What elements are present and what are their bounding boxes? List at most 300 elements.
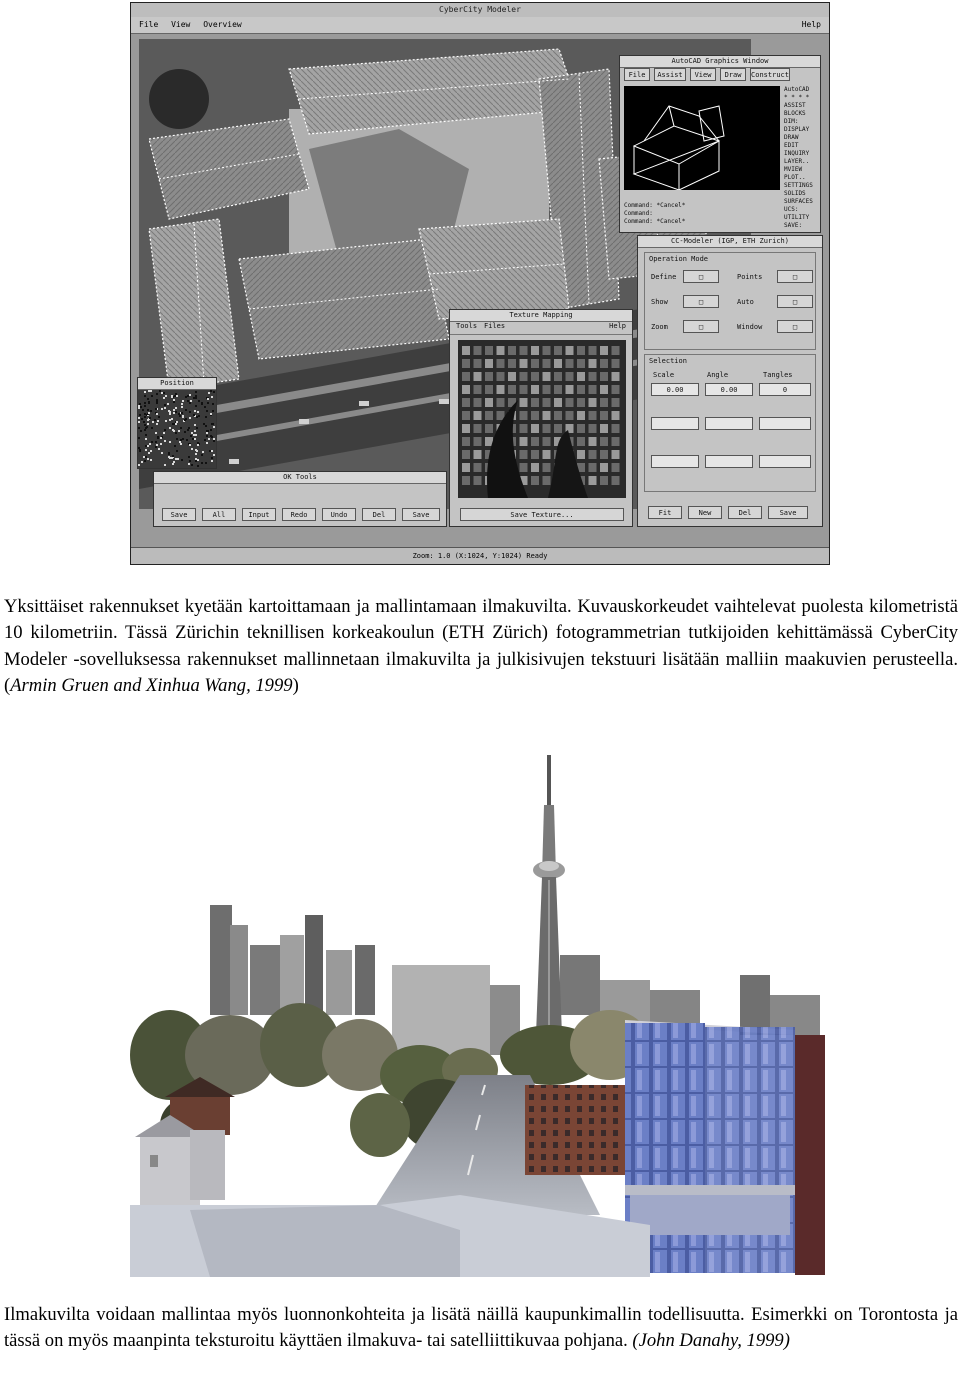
command-line: Command: *Cancel* xyxy=(624,218,686,225)
cybercity-modeler-screenshot xyxy=(130,2,830,565)
thumbnail-speck xyxy=(169,419,171,421)
thumbnail-speck xyxy=(176,421,178,423)
tool-button[interactable]: All xyxy=(202,508,236,521)
thumbnail-speck xyxy=(209,450,211,452)
thumbnail-speck xyxy=(145,445,147,447)
thumbnail-speck xyxy=(204,439,206,441)
tangles-field[interactable]: 0 xyxy=(759,383,811,396)
caption-toronto xyxy=(4,1302,958,1355)
thumbnail-speck xyxy=(148,390,150,392)
facade-window xyxy=(474,346,482,355)
thumbnail-speck xyxy=(169,413,171,415)
auto-dropdown[interactable]: □ xyxy=(777,295,813,308)
thumbnail-speck xyxy=(168,452,170,454)
thumbnail-speck xyxy=(163,392,165,394)
thumbnail-speck xyxy=(206,435,208,437)
facade-window xyxy=(474,411,482,420)
texture-title: Texture Mapping xyxy=(450,310,632,322)
thumbnail-speck xyxy=(195,397,197,399)
facade-window xyxy=(612,450,620,459)
show-dropdown[interactable]: □ xyxy=(683,295,719,308)
thumbnail-speck xyxy=(142,409,144,411)
thumbnail-speck xyxy=(157,420,159,422)
thumbnail-speck xyxy=(191,448,193,450)
thumbnail-speck xyxy=(144,395,146,397)
thumbnail-speck xyxy=(156,401,158,403)
facade-window xyxy=(589,450,597,459)
facade-window xyxy=(589,437,597,446)
input-field[interactable] xyxy=(651,455,699,468)
del-button[interactable]: Del xyxy=(728,506,762,519)
autocad-menu-construct[interactable]: Construct xyxy=(750,68,790,81)
facade-window xyxy=(577,450,585,459)
caption-text: Ilmakuvilta voidaan mallintaa myös luonnonkohteita ja lisätä näillä kaupunkimallin todellisuutta. Esimerkki on Torontosta ja tässä on myös maanpinta teksturoitu käyttäen ilmakuva- tai satelliittikuvaa pohjana. xyxy=(4,1304,958,1352)
facade-window xyxy=(497,359,505,368)
input-field[interactable] xyxy=(705,417,753,430)
zoom-dropdown[interactable]: □ xyxy=(683,320,719,333)
thumbnail-speck xyxy=(213,426,215,428)
facade-window xyxy=(474,359,482,368)
facade-window xyxy=(589,476,597,485)
thumbnail-speck xyxy=(164,404,166,406)
thumbnail-speck xyxy=(150,390,152,392)
thumbnail-speck xyxy=(155,432,157,434)
facade-window xyxy=(485,359,493,368)
facade-window xyxy=(462,359,470,368)
thumbnail-speck xyxy=(138,405,140,407)
side-cmd[interactable]: ASSIST xyxy=(784,102,806,109)
facade-window xyxy=(543,437,551,446)
thumbnail-speck xyxy=(180,443,182,445)
facade-window xyxy=(577,437,585,446)
autocad-menu-assist[interactable]: Assist xyxy=(654,68,686,81)
facade-window xyxy=(554,359,562,368)
thumbnail-speck xyxy=(147,409,149,411)
facade-window xyxy=(566,385,574,394)
facade-window xyxy=(612,476,620,485)
facade-window xyxy=(612,437,620,446)
side-cmd[interactable]: SETTINGS xyxy=(784,182,813,189)
thumbnail-speck xyxy=(155,446,157,448)
facade-window xyxy=(612,346,620,355)
thumbnail-speck xyxy=(193,434,195,436)
thumbnail-speck xyxy=(156,444,158,446)
side-cmd[interactable]: INQUIRY xyxy=(784,150,810,157)
thumbnail-speck xyxy=(213,391,215,393)
facade-window xyxy=(554,398,562,407)
ok-tools-window xyxy=(153,471,447,527)
thumbnail-speck xyxy=(173,423,175,425)
facade-window xyxy=(520,411,528,420)
thumbnail-speck xyxy=(174,395,176,397)
thumbnail-speck xyxy=(213,440,215,442)
thumbnail-speck xyxy=(194,424,196,426)
thumbnail-speck xyxy=(198,400,200,402)
thumbnail-speck xyxy=(156,423,158,425)
side-cmd[interactable]: UTILITY xyxy=(784,214,810,221)
thumbnail-speck xyxy=(207,430,209,432)
facade-window xyxy=(520,398,528,407)
define-dropdown[interactable]: □ xyxy=(683,270,719,283)
facade-window xyxy=(566,411,574,420)
thumbnail-speck xyxy=(163,432,165,434)
autocad-command-line xyxy=(624,202,685,226)
thumbnail-speck xyxy=(171,418,173,420)
thumbnail-speck xyxy=(145,456,147,458)
thumbnail-speck xyxy=(150,450,152,452)
side-cmd[interactable]: MVIEW xyxy=(784,166,803,173)
facade-window xyxy=(474,385,482,394)
thumbnail-speck xyxy=(187,395,189,397)
facade-window xyxy=(612,424,620,433)
autocad-menu-draw[interactable]: Draw xyxy=(720,68,746,81)
glass-building xyxy=(625,1020,825,1275)
window-dropdown[interactable]: □ xyxy=(777,320,813,333)
mode-label: Define xyxy=(651,273,677,281)
texture-menu-files[interactable]: Files xyxy=(484,322,506,330)
facade-window xyxy=(531,385,539,394)
side-cmd[interactable]: SOLIDS xyxy=(784,190,806,197)
facade-window xyxy=(543,424,551,433)
tool-button[interactable]: Undo xyxy=(322,508,356,521)
thumbnail-speck xyxy=(201,462,203,464)
thumbnail-speck xyxy=(206,410,208,412)
mode-label: Window xyxy=(737,323,763,331)
thumbnail-speck xyxy=(165,395,167,397)
thumbnail-speck xyxy=(168,410,170,412)
thumbnail-speck xyxy=(193,397,195,399)
thumbnail-speck xyxy=(191,464,193,466)
facade-window xyxy=(520,463,528,472)
input-field[interactable] xyxy=(651,417,699,430)
thumbnail-speck xyxy=(148,412,150,414)
autocad-menu-file[interactable]: File xyxy=(624,68,650,81)
thumbnail-speck xyxy=(157,437,159,439)
operation-mode-panel xyxy=(644,252,816,350)
thumbnail-speck xyxy=(211,423,213,425)
thumbnail-speck xyxy=(164,440,166,442)
side-cmd[interactable]: BLOCKS xyxy=(784,110,806,117)
facade-window xyxy=(543,372,551,381)
thumbnail-speck xyxy=(208,392,210,394)
menu-file[interactable]: File xyxy=(139,20,159,29)
thumbnail-speck xyxy=(161,392,163,394)
facade-window xyxy=(612,372,620,381)
thumbnail-speck xyxy=(198,415,200,417)
command-line: Command: *Cancel* xyxy=(624,202,686,209)
side-cmd[interactable]: AutoCAD xyxy=(784,86,810,93)
thumbnail-speck xyxy=(149,443,151,445)
facade-window xyxy=(531,346,539,355)
facade-window xyxy=(600,372,608,381)
cc-modeler-title: CC-Modeler (IGP, ETH Zurich) xyxy=(638,236,822,248)
side-cmd[interactable]: * * * * xyxy=(784,94,810,101)
tool-button[interactable]: Del xyxy=(362,508,396,521)
facade-window xyxy=(531,359,539,368)
facade-window xyxy=(612,411,620,420)
facade-window xyxy=(589,411,597,420)
thumbnail-speck xyxy=(139,450,141,452)
menu-view[interactable]: View xyxy=(171,20,191,29)
facade-window xyxy=(520,372,528,381)
side-cmd[interactable]: SURFACES xyxy=(784,198,813,205)
thumbnail-speck xyxy=(211,450,213,452)
thumbnail-speck xyxy=(155,408,157,410)
facade-window xyxy=(462,424,470,433)
thumbnail-speck xyxy=(151,395,153,397)
thumbnail-speck xyxy=(179,415,181,417)
mode-label: Zoom xyxy=(651,323,668,331)
thumbnail-speck xyxy=(172,455,174,457)
facade-window xyxy=(531,476,539,485)
facade-window xyxy=(543,450,551,459)
left-houses xyxy=(135,1077,235,1205)
facade-window xyxy=(474,476,482,485)
facade-window xyxy=(497,398,505,407)
facade-window xyxy=(589,424,597,433)
thumbnail-speck xyxy=(175,458,177,460)
thumbnail-speck xyxy=(181,406,183,408)
thumbnail-speck xyxy=(184,431,186,433)
tool-button[interactable]: Save xyxy=(162,508,196,521)
facade-window xyxy=(462,437,470,446)
facade-window xyxy=(612,385,620,394)
thumbnail-speck xyxy=(176,438,178,440)
facade-window xyxy=(462,411,470,420)
thumbnail-speck xyxy=(205,462,207,464)
thumbnail-speck xyxy=(181,459,183,461)
thumbnail-speck xyxy=(213,438,215,440)
thumbnail-speck xyxy=(169,427,171,429)
thumbnail-speck xyxy=(160,443,162,445)
facade-window xyxy=(543,476,551,485)
thumbnail-speck xyxy=(173,461,175,463)
thumbnail-speck xyxy=(201,454,203,456)
points-dropdown[interactable]: □ xyxy=(777,270,813,283)
thumbnail-speck xyxy=(195,460,197,462)
thumbnail-speck xyxy=(178,413,180,415)
facade-window xyxy=(600,424,608,433)
thumbnail-speck xyxy=(212,403,214,405)
thumbnail-speck xyxy=(185,418,187,420)
thumbnail-speck xyxy=(143,456,145,458)
window-titlebar xyxy=(131,3,829,18)
facade-window xyxy=(508,359,516,368)
facade-window xyxy=(589,398,597,407)
side-cmd[interactable]: LAYER.. xyxy=(784,158,810,165)
thumbnail-speck xyxy=(182,438,184,440)
thumbnail-speck xyxy=(175,423,177,425)
thumbnail-speck xyxy=(181,412,183,414)
tool-button[interactable]: Redo xyxy=(282,508,316,521)
thumbnail-speck xyxy=(197,465,199,467)
thumbnail-speck xyxy=(138,437,140,439)
facade-window xyxy=(577,346,585,355)
thumbnail-speck xyxy=(188,427,190,429)
thumbnail-speck xyxy=(186,439,188,441)
facade-window xyxy=(485,372,493,381)
facade-window xyxy=(577,411,585,420)
thumbnail-speck xyxy=(145,449,147,451)
thumbnail-speck xyxy=(138,427,140,429)
facade-window xyxy=(612,463,620,472)
side-cmd[interactable]: PLOT.. xyxy=(784,174,806,181)
thumbnail-speck xyxy=(144,424,146,426)
thumbnail-speck xyxy=(169,441,171,443)
thumbnail-speck xyxy=(145,427,147,429)
facade-window xyxy=(485,385,493,394)
status-bar: Zoom: 1.0 (X:1024, Y:1024) Ready xyxy=(131,547,829,564)
thumbnail-speck xyxy=(172,463,174,465)
menu-overview[interactable]: Overview xyxy=(203,20,242,29)
thumbnail-speck xyxy=(155,441,157,443)
side-cmd[interactable]: DIM: xyxy=(784,118,799,125)
facade-window xyxy=(520,450,528,459)
facade-window xyxy=(543,359,551,368)
texture-menu-help[interactable]: Help xyxy=(609,322,626,330)
thumbnail-speck xyxy=(197,444,199,446)
thumbnail-speck xyxy=(195,458,197,460)
mode-label: Points xyxy=(737,273,763,281)
angle-field[interactable]: 0.00 xyxy=(705,383,753,396)
thumbnail-speck xyxy=(189,444,191,446)
facade-window xyxy=(520,359,528,368)
thumbnail-speck xyxy=(182,400,184,402)
thumbnail-speck xyxy=(150,410,152,412)
thumbnail-speck xyxy=(210,429,212,431)
thumbnail-speck xyxy=(178,430,180,432)
thumbnail-speck xyxy=(182,415,184,417)
thumbnail-speck xyxy=(212,410,214,412)
mode-label: Auto xyxy=(737,298,754,306)
facade-window xyxy=(520,437,528,446)
thumbnail-speck xyxy=(176,450,178,452)
facade-window xyxy=(600,359,608,368)
thumbnail-speck xyxy=(161,452,163,454)
thumbnail-speck xyxy=(175,411,177,413)
input-field[interactable] xyxy=(705,455,753,468)
facade-window xyxy=(577,359,585,368)
facade-window xyxy=(474,398,482,407)
thumbnail-speck xyxy=(196,416,198,418)
thumbnail-speck xyxy=(180,427,182,429)
facade-window xyxy=(543,398,551,407)
thumbnail-speck xyxy=(195,434,197,436)
thumbnail-speck xyxy=(207,398,209,400)
facade-window xyxy=(462,476,470,485)
scale-field[interactable]: 0.00 xyxy=(651,383,699,396)
facade-window xyxy=(485,424,493,433)
thumbnail-speck xyxy=(163,397,165,399)
input-field[interactable] xyxy=(759,455,811,468)
thumbnail-speck xyxy=(194,438,196,440)
facade-window xyxy=(589,385,597,394)
thumbnail-speck xyxy=(213,454,215,456)
thumbnail-speck xyxy=(139,414,141,416)
facade-window xyxy=(554,424,562,433)
thumbnail-speck xyxy=(165,420,167,422)
save-button[interactable]: Save xyxy=(768,506,808,519)
thumbnail-speck xyxy=(164,429,166,431)
side-cmd[interactable]: SAVE: xyxy=(784,222,803,229)
facade-window xyxy=(531,372,539,381)
facade-window xyxy=(474,424,482,433)
thumbnail-speck xyxy=(147,423,149,425)
thumbnail-speck xyxy=(180,439,182,441)
thumbnail-speck xyxy=(187,429,189,431)
thumbnail-speck xyxy=(185,409,187,411)
thumbnail-speck xyxy=(147,398,149,400)
thumbnail-speck xyxy=(144,391,146,393)
thumbnail-speck xyxy=(173,409,175,411)
thumbnail-speck xyxy=(173,401,175,403)
autocad-menu-view[interactable]: View xyxy=(690,68,716,81)
thumbnail-speck xyxy=(204,406,206,408)
facade-window xyxy=(474,450,482,459)
thumbnail-speck xyxy=(210,413,212,415)
thumbnail-speck xyxy=(210,435,212,437)
thumbnail-speck xyxy=(174,445,176,447)
new-button[interactable]: New xyxy=(688,506,722,519)
thumbnail-speck xyxy=(141,461,143,463)
input-field[interactable] xyxy=(759,417,811,430)
thumbnail-speck xyxy=(190,400,192,402)
side-cmd[interactable]: DRAW xyxy=(784,134,799,141)
autocad-drawing-area xyxy=(624,86,780,190)
side-cmd[interactable]: EDIT xyxy=(784,142,799,149)
facade-window xyxy=(485,346,493,355)
save-texture-button[interactable]: Save Texture... xyxy=(460,508,624,521)
facade-window xyxy=(589,346,597,355)
thumbnail-speck xyxy=(205,416,207,418)
side-cmd[interactable]: DISPLAY xyxy=(784,126,810,133)
facade-window xyxy=(577,385,585,394)
facade-window xyxy=(543,411,551,420)
thumbnail-speck xyxy=(211,460,213,462)
facade-window xyxy=(497,346,505,355)
facade-window xyxy=(600,450,608,459)
texture-menu-tools[interactable]: Tools xyxy=(456,322,478,330)
fit-button[interactable]: Fit xyxy=(648,506,682,519)
facade-window xyxy=(508,372,516,381)
facade-window xyxy=(600,346,608,355)
thumbnail-speck xyxy=(206,432,208,434)
thumbnail-speck xyxy=(175,407,177,409)
thumbnail-speck xyxy=(176,395,178,397)
thumbnail-speck xyxy=(175,432,177,434)
position-window xyxy=(137,377,217,469)
facade-window xyxy=(531,437,539,446)
thumbnail-speck xyxy=(156,399,158,401)
toronto-city-model xyxy=(130,755,830,1277)
thumbnail-speck xyxy=(171,457,173,459)
facade-window xyxy=(577,424,585,433)
tool-button[interactable]: Save xyxy=(402,508,440,521)
facade-window xyxy=(462,398,470,407)
tool-button[interactable]: Input xyxy=(242,508,276,521)
side-cmd[interactable]: UCS: xyxy=(784,206,799,213)
facade-window xyxy=(577,398,585,407)
facade-window xyxy=(577,372,585,381)
autocad-menubar xyxy=(620,68,820,80)
operation-mode-label: Operation Mode xyxy=(649,255,709,263)
menu-help[interactable]: Help xyxy=(801,20,821,29)
selection-header: Scale xyxy=(653,371,675,379)
position-title: Position xyxy=(138,378,216,390)
thumbnail-speck xyxy=(141,418,143,420)
thumbnail-speck xyxy=(138,447,140,449)
caption-close: ) xyxy=(292,674,299,696)
